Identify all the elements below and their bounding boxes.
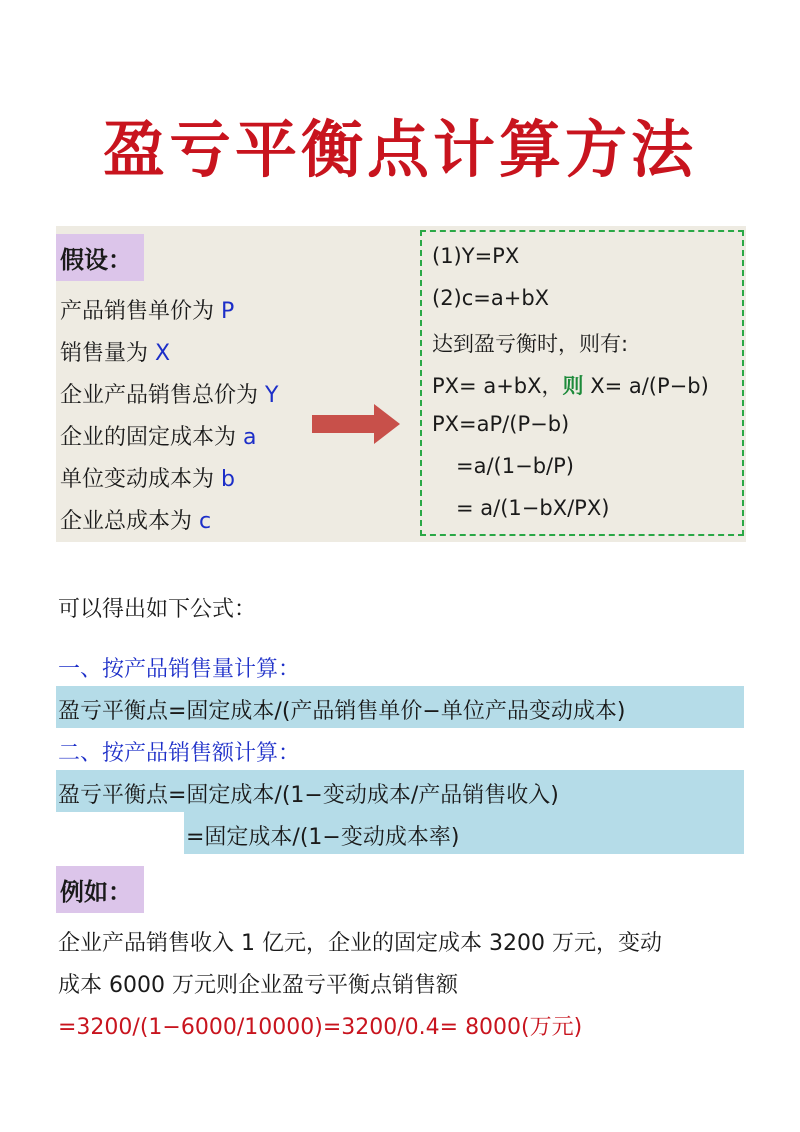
right-arrow-icon (312, 404, 402, 444)
method-2-formula-2: =固定成本/(1−变动成本率) (186, 825, 460, 850)
intro-text: 可以得出如下公式： (58, 597, 257, 622)
example-result: =3200/(1−6000/10000)=3200/0.4= 8000(万元) (58, 1015, 583, 1040)
assumption-line-fixed-cost: 企业的固定成本为 a (60, 425, 257, 450)
page-title: 盈亏平衡点计算方法 (102, 113, 697, 186)
formula-6: =a/(1−b/P) (456, 454, 574, 478)
assumption-line-price: 产品销售单价为 P (60, 299, 235, 324)
example-line-2: 成本 6000 万元则企业盈亏平衡点销售额 (58, 973, 458, 998)
assumption-line-total-cost: 企业总成本为 c (60, 509, 212, 534)
assumption-line-unit-variable-cost: 单位变动成本为 b (60, 467, 235, 492)
formula-4: PX= a+bX，则 X= a/(P−b) (432, 374, 709, 398)
assumption-line-volume: 销售量为 X (60, 341, 171, 366)
assumption-line-total-price: 企业产品销售总价为 Y (60, 383, 279, 408)
assumption-tag: 假设： (56, 234, 144, 281)
formula-1: (1)Y=PX (432, 244, 520, 268)
method-2-formula-1: 盈亏平衡点=固定成本/(1−变动成本/产品销售收入) (58, 783, 559, 808)
formula-3: 达到盈亏衡时，则有: (432, 332, 629, 356)
method-1-formula: 盈亏平衡点=固定成本/(产品销售单价−单位产品变动成本) (58, 699, 626, 724)
formula-2: (2)c=a+bX (432, 286, 550, 310)
formula-5: PX=aP/(P−b) (432, 412, 570, 436)
formula-7: = a/(1−bX/PX) (456, 496, 610, 520)
example-line-1: 企业产品销售收入 1 亿元，企业的固定成本 3200 万元，变动 (58, 931, 662, 956)
example-tag: 例如： (56, 866, 144, 913)
method-2-heading: 二、按产品销售额计算： (58, 741, 301, 766)
method-1-heading: 一、按产品销售量计算： (58, 657, 301, 682)
